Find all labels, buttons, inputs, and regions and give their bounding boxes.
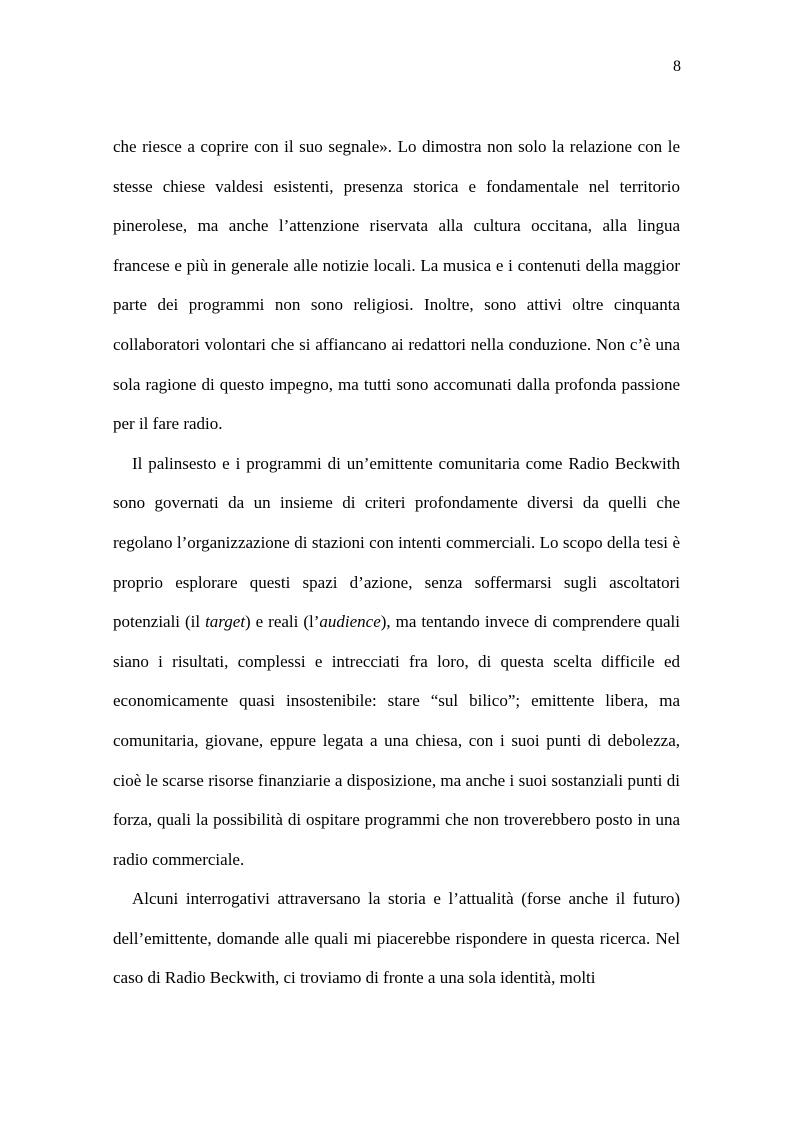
paragraph-2 — [113, 444, 680, 880]
page-number: 8 — [673, 58, 681, 75]
paragraph-1-text: che riesce a coprire con il suo segnale». Lo dimostra non solo la relazione con le stesse chiese valdesi esistenti, presenza storica e fondamentale nel territorio pinerolese, ma anche l’attenzione riservata alla cultura occitana, alla lingua francese e più in generale alle notizie locali. La musica e i contenuti della maggior parte dei programmi non sono religiosi. Inoltre, sono attivi oltre cinquanta collaboratori volontari che si affiancano ai redattori nella conduzione. Non c’è una sola ragione di questo impegno, ma tutti sono accomunati dalla profonda passione per il fare radio. — [113, 137, 680, 434]
paragraph-3 — [113, 879, 680, 998]
paragraph-2-text: ), ma tentando invece di comprendere quali siano i risultati, complessi e intrecciati fra loro, di questa scelta difficile ed economicamente quasi insostenibile: stare “sul bilico”; emittente libera, ma comunitaria, giovane, eppure legata a una chiesa, con i suoi punti di debolezza, cioè le scarse risorse finanziarie a disposizione, ma anche i suoi sostanziali punti di forza, quali la possibilità di ospitare programmi che non troverebbero posto in una radio commerciale. — [113, 612, 680, 869]
paragraph-1 — [113, 127, 680, 444]
italic-term-audience: audience — [319, 612, 381, 632]
paragraph-2-text: Il palinsesto e i programmi di un’emittente comunitaria come Radio Beckwith sono governati da un insieme di criteri profondamente diversi da quelli che regolano l’organizzazione di stazioni con intenti commerciali. Lo scopo della tesi è proprio esplorare questi spazi d’azione, senza soffermarsi sugli ascoltatori potenziali (il — [113, 453, 680, 632]
italic-term-target: target — [205, 612, 246, 632]
paragraph-2-text: ) e reali (l’ — [245, 612, 320, 632]
body-text — [113, 127, 680, 998]
paragraph-3-text: Alcuni interrogativi attraversano la storia e l’attualità (forse anche il futuro) dell’emittente, domande alle quali mi piacerebbe rispondere in questa ricerca. Nel caso di Radio Beckwith, ci troviamo di fronte a una sola identità, molti — [113, 889, 680, 988]
